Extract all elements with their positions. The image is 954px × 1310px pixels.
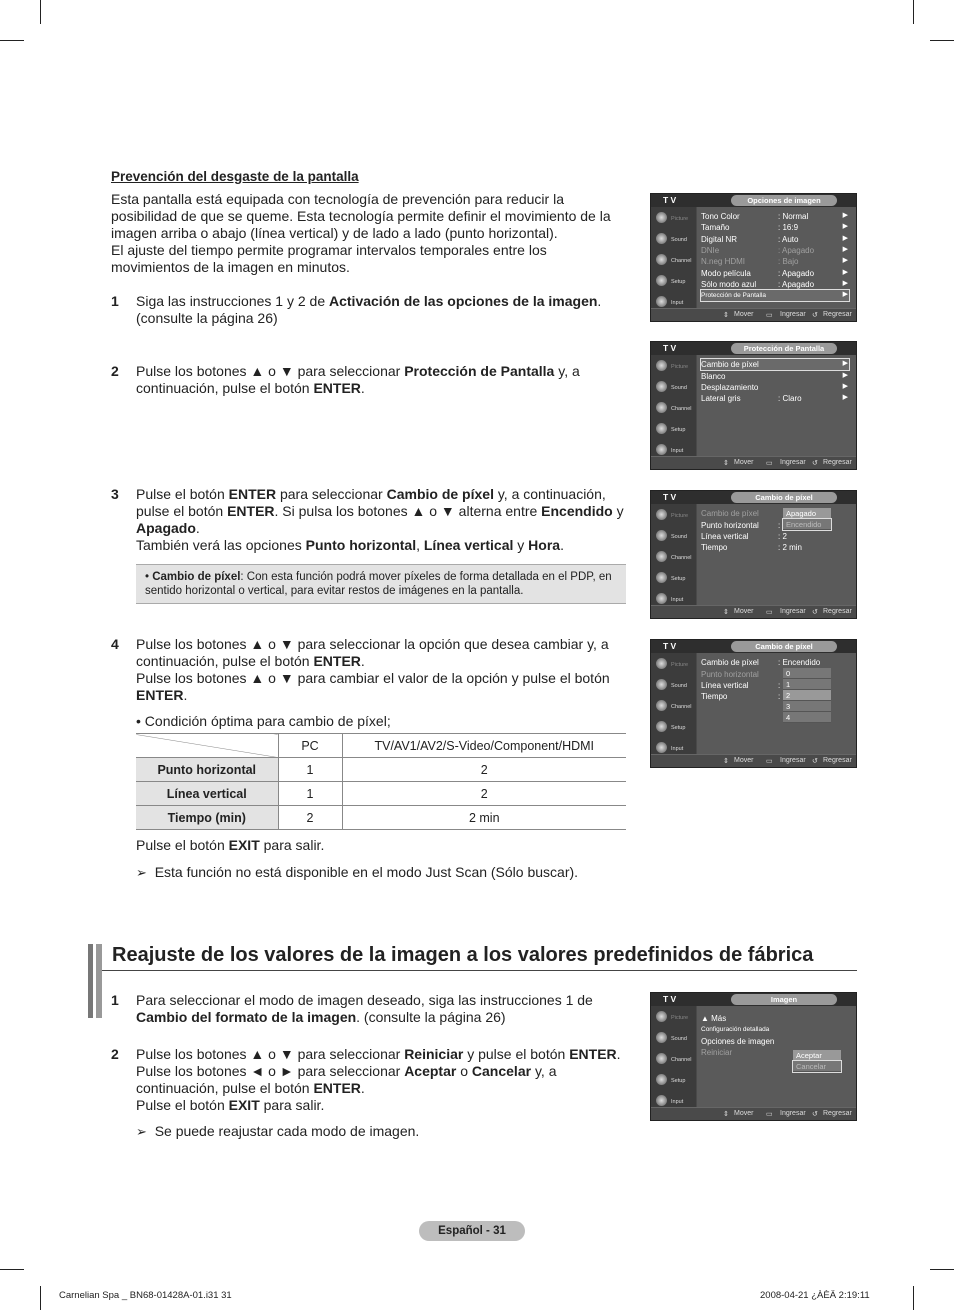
osd-item-value: : 2 bbox=[778, 532, 787, 541]
osd-return-label: Regresar bbox=[823, 459, 852, 466]
osd-item-label: Tono Color bbox=[701, 212, 740, 221]
osd-sidebar-label: Picture bbox=[671, 364, 689, 370]
osd-item-value: : Apagado bbox=[778, 280, 815, 289]
osd-sidebar-item bbox=[656, 1009, 692, 1027]
osd-item-value: : Normal bbox=[778, 212, 809, 221]
return-icon: ↺ bbox=[812, 1111, 818, 1118]
osd-item-label: Cambio de píxel bbox=[701, 658, 759, 667]
osd-enter-label: Ingresar bbox=[780, 757, 806, 764]
osd-sidebar-label: Input bbox=[671, 597, 684, 603]
osd-enter-label: Ingresar bbox=[780, 459, 806, 466]
step-number: 1 bbox=[111, 293, 119, 309]
osd-sidebar-item bbox=[656, 252, 692, 270]
step-number: 4 bbox=[111, 636, 119, 652]
osd-item-label: Reiniciar bbox=[701, 1048, 733, 1057]
updown-icon: ⇕ bbox=[723, 1111, 729, 1118]
osd-menu-item bbox=[701, 1036, 774, 1047]
osd-move-label: Mover bbox=[734, 757, 754, 764]
osd-menu-item bbox=[701, 371, 725, 382]
section-title: Reajuste de los valores de la imagen a los valores predefinidos de fábrica bbox=[112, 944, 814, 966]
osd-footer bbox=[651, 605, 856, 618]
footer-file: Carnelian Spa _ BN68-01428A-01.i31 31 bbox=[59, 1290, 232, 1301]
note-text: : Con esta función podrá mover píxeles de forma detallada en el PDP, en sentido horizontal o vertical, para evitar restos de imágenes en la pantalla. bbox=[145, 571, 612, 597]
osd-sidebar-item bbox=[656, 358, 692, 376]
tip-arrow-icon: ➢ bbox=[136, 865, 147, 880]
page-number-badge: Español - 31 bbox=[419, 1221, 525, 1241]
osd-sidebar-item bbox=[656, 421, 692, 439]
table-cell: 2 min bbox=[342, 806, 626, 830]
input-icon bbox=[656, 742, 667, 753]
osd-item-label: Digital NR bbox=[701, 235, 738, 244]
table-header: PC bbox=[278, 734, 342, 758]
osd-return-label: Regresar bbox=[823, 608, 852, 615]
osd-sidebar-label: Sound bbox=[671, 683, 687, 689]
osd-sidebar-label: Sound bbox=[671, 1036, 687, 1042]
osd-popup-option: 2 bbox=[783, 690, 831, 701]
osd-sidebar-item bbox=[656, 677, 692, 695]
reset-step-1-text: Para seleccionar el modo de imagen deseado, siga las instrucciones 1 de Cambio del formato de la imagen. (consulte la página 26) bbox=[136, 992, 593, 1025]
arrow-right-icon: ▶ bbox=[842, 246, 848, 253]
osd-sidebar-label: Input bbox=[671, 1099, 684, 1105]
osd-popup-option: Aceptar bbox=[793, 1050, 841, 1061]
osd-item-label: Tamaño bbox=[701, 223, 730, 232]
return-icon: ↺ bbox=[812, 312, 818, 319]
setup-icon bbox=[656, 423, 667, 434]
step-number: 3 bbox=[111, 486, 119, 502]
osd-sidebar-label: Setup bbox=[671, 1078, 686, 1084]
table-row bbox=[136, 758, 626, 782]
osd-menu-item bbox=[701, 234, 799, 245]
osd-sidebar-item bbox=[656, 1072, 692, 1090]
step-4-text: Pulse los botones ▲ o ▼ para seleccionar la opción que desea cambiar y, a continuación, pulse el botón ENTER. Pulse los botones ▲ o ▼ para cambiar el valor de la opción y pulse el botón ENTER. bbox=[136, 636, 610, 703]
osd-popup-option: Encendido bbox=[783, 519, 831, 530]
note-box bbox=[136, 564, 626, 604]
tip-line bbox=[136, 864, 578, 881]
table-cell: 2 bbox=[342, 758, 626, 782]
osd-move-label: Mover bbox=[734, 459, 754, 466]
osd-menu-item bbox=[701, 1047, 732, 1058]
osd-sidebar-item bbox=[656, 1030, 692, 1048]
channel-icon bbox=[656, 254, 667, 265]
arrow-right-icon: ▶ bbox=[842, 360, 848, 367]
osd-menu-item bbox=[701, 279, 815, 290]
osd-sidebar-label: Sound bbox=[671, 534, 687, 540]
osd-item-label: Modo película bbox=[701, 269, 751, 278]
input-icon bbox=[656, 1095, 667, 1106]
step-1-text: Siga las instrucciones 1 y 2 de Activación de las opciones de la imagen. (consulte la página 26) bbox=[136, 293, 602, 326]
arrow-right-icon: ▶ bbox=[842, 223, 848, 230]
osd-move-label: Mover bbox=[734, 608, 754, 615]
osd-sidebar-item bbox=[656, 570, 692, 588]
osd-title-bar bbox=[651, 640, 856, 653]
osd-menu-title: Opciones de imagen bbox=[731, 195, 837, 206]
osd-sidebar-label: Channel bbox=[671, 406, 692, 412]
osd-sidebar-label: Setup bbox=[671, 279, 686, 285]
osd-tv-label: T V bbox=[663, 492, 677, 502]
updown-icon: ⇕ bbox=[723, 460, 729, 467]
osd-item-value: : Claro bbox=[778, 394, 802, 403]
intro-paragraph-2: El ajuste del tiempo permite programar intervalos temporales entre los movimientos de la imagen en minutos. bbox=[111, 242, 547, 275]
osd-menu-title: Protección de Pantalla bbox=[731, 343, 837, 354]
osd-menu-item bbox=[701, 359, 849, 370]
reset-step-2-text: Pulse los botones ▲ o ▼ para seleccionar Reiniciar y pulse el botón ENTER. Pulse los botones ◄ o ► para seleccionar Aceptar o Cancelar y, a continuación, pulse el botón ENTER. Pulse el botón EXIT para salir. bbox=[136, 1046, 621, 1113]
return-icon: ↺ bbox=[812, 609, 818, 616]
osd-sidebar-label: Input bbox=[671, 448, 684, 454]
osd-item-value: : 16:9 bbox=[778, 223, 799, 232]
osd-popup bbox=[783, 668, 831, 723]
osd-sidebar-label: Channel bbox=[671, 1057, 692, 1063]
table-cell: 2 bbox=[342, 782, 626, 806]
osd-sidebar-item bbox=[656, 507, 692, 525]
osd-title-bar bbox=[651, 194, 856, 207]
tip-arrow-icon: ➢ bbox=[136, 1124, 147, 1139]
table-cell: Punto horizontal bbox=[136, 758, 278, 782]
osd-menu-item bbox=[701, 256, 799, 267]
osd-menu-item bbox=[701, 657, 821, 668]
osd-menu-item bbox=[701, 669, 759, 680]
osd-sidebar-label: Sound bbox=[671, 385, 687, 391]
osd-return-label: Regresar bbox=[823, 311, 852, 318]
arrow-right-icon: ▶ bbox=[842, 212, 848, 219]
osd-popup bbox=[783, 508, 831, 530]
table-cell: Tiempo (min) bbox=[136, 806, 278, 830]
table-corner bbox=[136, 734, 278, 758]
osd-sidebar-item bbox=[656, 273, 692, 291]
table-cell: 2 bbox=[278, 806, 342, 830]
tip-text: Se puede reajustar cada modo de imagen. bbox=[154, 1123, 420, 1139]
note-label: Cambio de píxel bbox=[152, 571, 241, 583]
table-cell: 1 bbox=[278, 758, 342, 782]
osd-item-label: Lateral gris bbox=[701, 394, 741, 403]
osd-return-label: Regresar bbox=[823, 1110, 852, 1117]
osd-move-label: Mover bbox=[734, 311, 754, 318]
osd-item-label: Cambio de píxel bbox=[701, 360, 759, 369]
osd-sidebar-item bbox=[656, 528, 692, 546]
picture-icon bbox=[656, 360, 667, 371]
step-number: 2 bbox=[111, 1046, 119, 1062]
osd-footer bbox=[651, 308, 856, 321]
osd-enter-label: Ingresar bbox=[780, 311, 806, 318]
osd-menu-screen bbox=[650, 639, 857, 768]
osd-popup-option: 0 bbox=[783, 668, 831, 679]
osd-enter-label: Ingresar bbox=[780, 1110, 806, 1117]
osd-item-label: Tiempo bbox=[701, 692, 728, 701]
updown-icon: ⇕ bbox=[723, 312, 729, 319]
osd-footer bbox=[651, 456, 856, 469]
sound-icon bbox=[656, 1032, 667, 1043]
arrow-right-icon: ▶ bbox=[842, 383, 848, 390]
osd-sidebar-label: Setup bbox=[671, 725, 686, 731]
osd-item-value: : bbox=[778, 692, 781, 701]
sound-icon bbox=[656, 381, 667, 392]
osd-sidebar-item bbox=[656, 656, 692, 674]
osd-item-label: Desplazamiento bbox=[701, 383, 759, 392]
step-number: 1 bbox=[111, 992, 119, 1008]
osd-title-bar bbox=[651, 491, 856, 504]
sound-icon bbox=[656, 679, 667, 690]
osd-menu-item bbox=[701, 290, 849, 301]
table-row bbox=[136, 782, 626, 806]
section-heading: Prevención del desgaste de la pantalla bbox=[111, 169, 359, 184]
osd-item-label: Sólo modo azul bbox=[701, 280, 757, 289]
osd-menu-item bbox=[701, 508, 759, 519]
osd-menu-screen bbox=[650, 992, 857, 1121]
osd-item-label: Punto horizontal bbox=[701, 521, 759, 530]
osd-item-value: : Bajo bbox=[778, 257, 799, 266]
arrow-right-icon: ▶ bbox=[842, 394, 848, 401]
osd-popup-option: Apagado bbox=[783, 508, 831, 519]
osd-menu-item bbox=[701, 1024, 769, 1035]
osd-popup-option: 3 bbox=[783, 701, 831, 712]
input-icon bbox=[656, 444, 667, 455]
osd-item-label: Protección de Pantalla bbox=[701, 292, 767, 299]
osd-footer bbox=[651, 1107, 856, 1120]
osd-move-label: Mover bbox=[734, 1110, 754, 1117]
osd-item-label: N.neg HDMI bbox=[701, 257, 746, 266]
osd-menu-screen bbox=[650, 490, 857, 619]
osd-tv-label: T V bbox=[663, 195, 677, 205]
osd-menu-item bbox=[701, 542, 803, 553]
osd-menu-title: Cambio de píxel bbox=[731, 492, 837, 503]
osd-menu-item bbox=[701, 245, 815, 256]
sound-icon bbox=[656, 530, 667, 541]
osd-item-label: Cambio de píxel bbox=[701, 509, 759, 518]
setup-icon bbox=[656, 1074, 667, 1085]
footer-date: 2008-04-21 ¿ÀÈÄ 2:19:11 bbox=[760, 1290, 870, 1301]
picture-icon bbox=[656, 1011, 667, 1022]
osd-sidebar-label: Input bbox=[671, 746, 684, 752]
osd-sidebar-item bbox=[656, 549, 692, 567]
osd-sidebar-item bbox=[656, 210, 692, 228]
osd-sidebar-label: Picture bbox=[671, 1015, 689, 1021]
osd-item-label: Punto horizontal bbox=[701, 670, 759, 679]
enter-icon: ▭ bbox=[766, 1111, 773, 1118]
intro-paragraph: Esta pantalla está equipada con tecnología de prevención para reducir la posibilidad de que se queme. Esta tecnología permite definir el movimiento de la imagen arriba o abajo (línea vertical) y de lado a lado (punto horizontal). bbox=[111, 191, 611, 241]
osd-tv-label: T V bbox=[663, 641, 677, 651]
table-header: TV/AV1/AV2/S-Video/Component/HDMI bbox=[342, 734, 626, 758]
osd-sidebar-item bbox=[656, 719, 692, 737]
picture-icon bbox=[656, 658, 667, 669]
optimal-label: • Condición óptima para cambio de píxel; bbox=[136, 713, 391, 729]
osd-sidebar-label: Setup bbox=[671, 576, 686, 582]
setup-icon bbox=[656, 572, 667, 583]
osd-item-value: : Encendido bbox=[778, 658, 821, 667]
osd-tv-label: T V bbox=[663, 994, 677, 1004]
arrow-right-icon: ▶ bbox=[842, 235, 848, 242]
osd-item-value: : bbox=[778, 681, 781, 690]
return-icon: ↺ bbox=[812, 460, 818, 467]
osd-menu-item bbox=[701, 520, 781, 531]
step-3-text: Pulse el botón ENTER para seleccionar Cambio de píxel y, a continuación, pulse el botón ENTER. Si pulsa los botones ▲ o ▼ alterna entre Encendido y Apagado. También verá las opciones Punto horizontal, Línea vertical y Hora. bbox=[136, 486, 624, 553]
osd-sidebar-label: Sound bbox=[671, 237, 687, 243]
osd-item-value: : Apagado bbox=[778, 246, 815, 255]
tip-line bbox=[136, 1123, 419, 1140]
enter-icon: ▭ bbox=[766, 312, 773, 319]
osd-title-bar bbox=[651, 342, 856, 355]
osd-menu-title: Imagen bbox=[731, 994, 837, 1005]
osd-item-value: : Apagado bbox=[778, 269, 815, 278]
input-icon bbox=[656, 593, 667, 604]
osd-sidebar-item bbox=[656, 379, 692, 397]
channel-icon bbox=[656, 1053, 667, 1064]
osd-menu-item bbox=[701, 393, 802, 404]
osd-menu-item bbox=[701, 268, 815, 279]
enter-icon: ▭ bbox=[766, 609, 773, 616]
osd-item-label: Línea vertical bbox=[701, 681, 749, 690]
tip-text: Esta función no está disponible en el modo Just Scan (Sólo buscar). bbox=[154, 864, 579, 880]
osd-sidebar-label: Setup bbox=[671, 427, 686, 433]
arrow-right-icon: ▶ bbox=[842, 291, 848, 298]
osd-sidebar-item bbox=[656, 231, 692, 249]
osd-menu-item bbox=[701, 691, 781, 702]
osd-item-value: : bbox=[778, 521, 781, 530]
updown-icon: ⇕ bbox=[723, 758, 729, 765]
sound-icon bbox=[656, 233, 667, 244]
setup-icon bbox=[656, 275, 667, 286]
osd-enter-label: Ingresar bbox=[780, 608, 806, 615]
setup-icon bbox=[656, 721, 667, 732]
channel-icon bbox=[656, 551, 667, 562]
osd-sidebar-item bbox=[656, 400, 692, 418]
osd-menu-screen bbox=[650, 193, 857, 322]
exit-instruction: Pulse el botón EXIT para salir. bbox=[136, 837, 325, 853]
osd-item-label: Opciones de imagen bbox=[701, 1037, 775, 1046]
arrow-right-icon: ▶ bbox=[842, 372, 848, 379]
channel-icon bbox=[656, 700, 667, 711]
table-row bbox=[136, 806, 626, 830]
osd-menu-title: Cambio de píxel bbox=[731, 641, 837, 652]
osd-menu-item bbox=[701, 680, 781, 691]
updown-icon: ⇕ bbox=[723, 609, 729, 616]
enter-icon: ▭ bbox=[766, 460, 773, 467]
osd-sidebar-label: Input bbox=[671, 300, 684, 306]
table-cell: Línea vertical bbox=[136, 782, 278, 806]
osd-menu-item bbox=[701, 211, 809, 222]
osd-title-bar bbox=[651, 993, 856, 1006]
step-number: 2 bbox=[111, 363, 119, 379]
note-bullet: • bbox=[145, 571, 150, 583]
osd-item-label: DNIe bbox=[701, 246, 720, 255]
osd-popup-option: Cancelar bbox=[793, 1061, 841, 1072]
osd-menu-item bbox=[701, 531, 787, 542]
osd-tv-label: T V bbox=[663, 343, 677, 353]
osd-return-label: Regresar bbox=[823, 757, 852, 764]
osd-sidebar-label: Channel bbox=[671, 555, 692, 561]
osd-popup-option: 4 bbox=[783, 712, 831, 723]
picture-icon bbox=[656, 212, 667, 223]
table-cell: 1 bbox=[278, 782, 342, 806]
section-title-bar bbox=[88, 944, 102, 1018]
picture-icon bbox=[656, 509, 667, 520]
channel-icon bbox=[656, 402, 667, 413]
osd-menu-item bbox=[701, 1013, 726, 1024]
osd-item-value: : Auto bbox=[778, 235, 799, 244]
osd-menu-item bbox=[701, 222, 799, 233]
step-2-text: Pulse los botones ▲ o ▼ para seleccionar Protección de Pantalla y, a continuación, pulse el botón ENTER. bbox=[136, 363, 580, 396]
arrow-right-icon: ▶ bbox=[842, 269, 848, 276]
input-icon bbox=[656, 296, 667, 307]
osd-sidebar-item bbox=[656, 1051, 692, 1069]
osd-menu-item bbox=[701, 382, 758, 393]
osd-popup-option: 1 bbox=[783, 679, 831, 690]
section-divider bbox=[102, 970, 857, 971]
optimal-table bbox=[136, 733, 626, 830]
osd-item-value: : 2 min bbox=[778, 543, 803, 552]
osd-footer bbox=[651, 754, 856, 767]
osd-item-label: Blanco bbox=[701, 372, 726, 381]
osd-sidebar-label: Picture bbox=[671, 662, 689, 668]
table-header-row bbox=[136, 734, 626, 758]
osd-sidebar-item bbox=[656, 698, 692, 716]
arrow-right-icon: ▶ bbox=[842, 280, 848, 287]
osd-sidebar-label: Picture bbox=[671, 513, 689, 519]
osd-sidebar-label: Picture bbox=[671, 216, 689, 222]
osd-item-label: ▲ Más bbox=[701, 1014, 727, 1023]
osd-sidebar-label: Channel bbox=[671, 258, 692, 264]
osd-item-label: Configuración detallada bbox=[701, 1026, 770, 1033]
osd-sidebar-label: Channel bbox=[671, 704, 692, 710]
osd-popup bbox=[793, 1050, 841, 1072]
enter-icon: ▭ bbox=[766, 758, 773, 765]
return-icon: ↺ bbox=[812, 758, 818, 765]
osd-item-label: Tiempo bbox=[701, 543, 728, 552]
osd-item-label: Línea vertical bbox=[701, 532, 749, 541]
arrow-right-icon: ▶ bbox=[842, 257, 848, 264]
osd-menu-screen bbox=[650, 341, 857, 470]
